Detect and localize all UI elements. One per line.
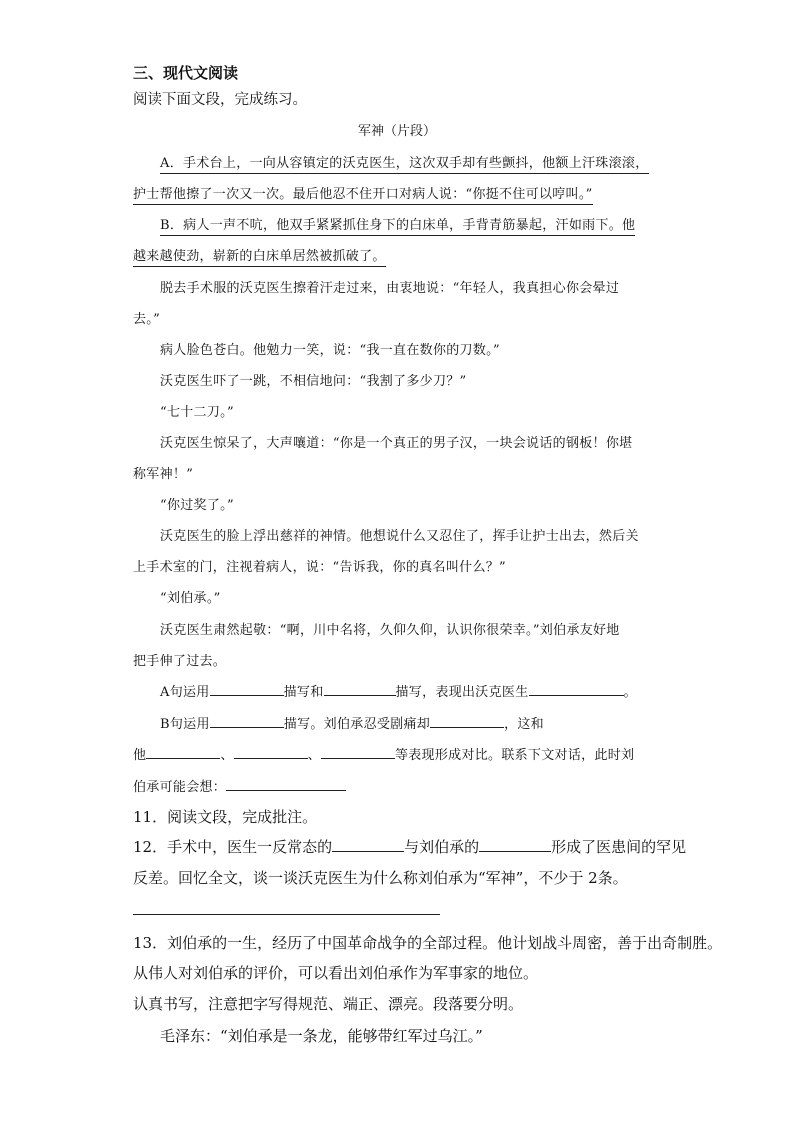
answer-blank[interactable] <box>226 776 346 791</box>
answer-blank[interactable] <box>529 681 624 696</box>
answer-blank[interactable] <box>210 681 284 696</box>
exercise-line-c <box>133 744 634 763</box>
passage-line-h1: “你过奖了。” <box>160 498 234 513</box>
question-text: 形成了医患间的罕见 <box>551 838 687 856</box>
exercise-text: 等表现形成对比。联系下文对话，此时刘 <box>394 748 635 763</box>
passage-line-i2: 上手术室的门，注视着病人，说：“告诉我，你的真名叫什么？” <box>133 560 506 575</box>
exercise-text: ，这和 <box>504 717 544 732</box>
passage-line-d1: 病人脸色苍白。他勉力一笑，说：“我一直在数你的刀数。” <box>160 343 500 358</box>
exercise-text: 、 <box>307 748 321 763</box>
passage-line-b1: B．病人一声不吭，他双手紧紧抓住身下的白床单，手背青筋暴起，汗如雨下。他 <box>160 214 635 233</box>
passage-line-c1: 脱去手术服的沃克医生擦着汗走过来，由衷地说：“年轻人，我真担心你会晕过 <box>160 281 620 296</box>
passage-line-e1: 沃克医生吓了一跳，不相信地问：“我割了多少刀？” <box>160 374 467 389</box>
question-13-line-2: 从伟人对刘伯承的评价，可以看出刘伯承作为军事家的地位。 <box>133 964 539 982</box>
exercise-text: 他 <box>133 748 147 763</box>
question-13-quote: 毛泽东：“刘伯承是一条龙，能够带红军过乌江。” <box>160 1027 483 1045</box>
exercise-text: 伯承可能会想： <box>133 780 227 795</box>
exercise-text: B句运用 <box>160 717 210 732</box>
answer-blank[interactable] <box>234 744 308 759</box>
exercise-line-a <box>160 681 637 700</box>
section-heading: 三、现代文阅读 <box>133 64 239 82</box>
exercise-text: A句运用 <box>160 685 210 700</box>
exercise-text: 、 <box>220 748 234 763</box>
passage-line-g2: 称军神！” <box>133 467 194 482</box>
passage-line-k1: 沃克医生肃然起敬：“啊，川中名将，久仰久仰，认识你很荣幸。”刘伯承友好地 <box>160 623 620 638</box>
passage-line-f1: “七十二刀。” <box>160 405 234 420</box>
question-text: 12．手术中，医生一反常态的 <box>133 838 333 856</box>
passage-line-a1: A．手术台上，一向从容镇定的沃克医生，这次双手却有些颤抖，他额上汗珠滚滚， <box>160 152 649 171</box>
passage-title: 军神（片段） <box>357 124 436 139</box>
passage-line-k2: 把手伸了过去。 <box>133 654 227 669</box>
answer-blank[interactable] <box>332 837 404 852</box>
question-12-line-2: 反差。回忆全文，谈一谈沃克医生为什么称刘伯承为“军神”，不少于 2条。 <box>133 869 628 887</box>
exercise-line-d <box>133 776 346 795</box>
question-13-line-3: 认真书写，注意把字写得规范、端正、漂亮。段落要分明。 <box>133 995 524 1013</box>
passage-line-g1: 沃克医生惊呆了，大声嚷道：“你是一个真正的男子汉，一块会说话的钢板！你堪 <box>160 436 633 451</box>
passage-line-b2: 越来越使劲，崭新的白床单居然被抓破了。 <box>133 245 386 264</box>
answer-blank[interactable] <box>210 713 284 728</box>
instruction-text: 阅读下面文段，完成练习。 <box>133 92 307 108</box>
answer-line[interactable] <box>133 914 440 915</box>
question-13-line-1: 13．刘伯承的一生，经历了中国革命战争的全部过程。他计划战斗周密，善于出奇制胜。 <box>133 934 723 952</box>
answer-blank[interactable] <box>430 713 504 728</box>
passage-line-i1: 沃克医生的脸上浮出慈祥的神情。他想说什么又忍住了，挥手让护士出去，然后关 <box>160 529 639 544</box>
answer-blank[interactable] <box>146 744 220 759</box>
question-11: 11．阅读文段，完成批注。 <box>133 808 318 826</box>
answer-blank[interactable] <box>324 681 396 696</box>
passage-line-j1: “刘伯承。” <box>160 591 221 606</box>
question-12-line-1 <box>133 836 686 857</box>
exercise-text: 。 <box>623 685 637 700</box>
exercise-text: 描写。刘伯承忍受剧痛却 <box>283 717 431 732</box>
answer-blank[interactable] <box>479 837 551 852</box>
question-text: 与刘伯承的 <box>404 838 480 856</box>
answer-blank[interactable] <box>321 744 395 759</box>
exercise-line-b <box>160 713 544 732</box>
passage-line-c2: 去。” <box>133 312 161 327</box>
exercise-text: 描写，表现出沃克医生 <box>395 685 529 700</box>
passage-line-a2: 护士帮他擦了一次又一次。最后他忍不住开口对病人说：“你挺不住可以哼叫。” <box>133 183 593 202</box>
exercise-text: 描写和 <box>283 685 324 700</box>
